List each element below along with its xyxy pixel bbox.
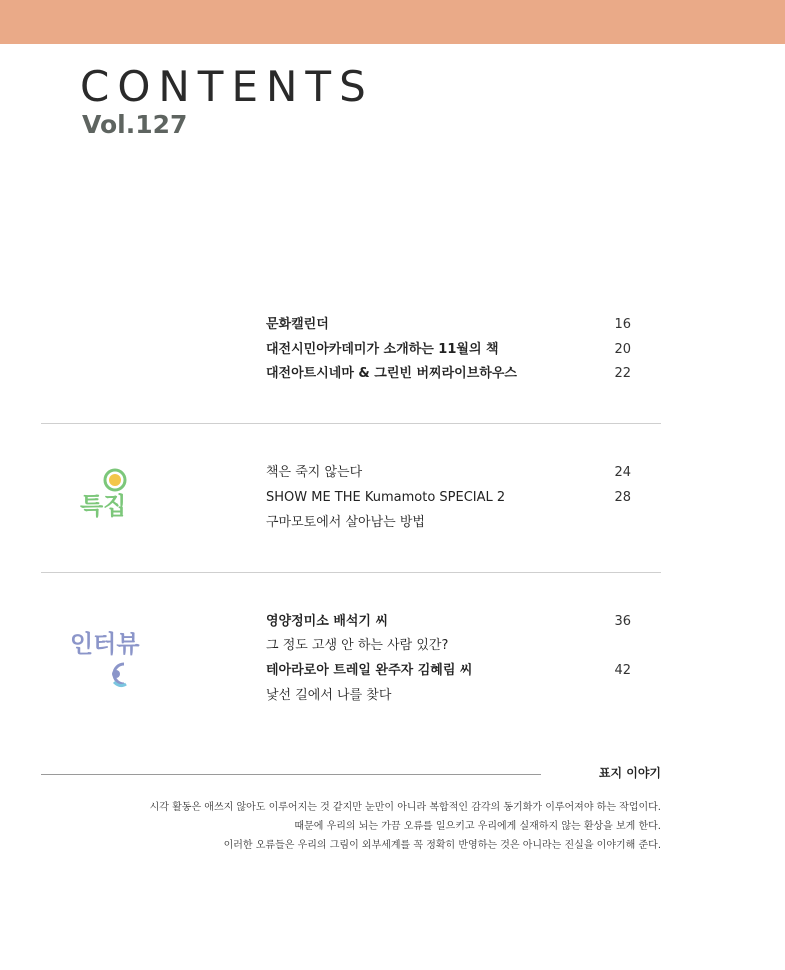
section-divider: [41, 572, 661, 573]
toc-entry-title[interactable]: 대전시민아카데미가 소개하는 11월의 책: [266, 342, 499, 357]
cover-story-divider: [41, 774, 541, 775]
toc-entry-title[interactable]: 대전아트시네마 & 그린빈 버찌라이브하우스: [266, 366, 517, 381]
interview-badge: [70, 632, 150, 694]
top-banner: [0, 0, 785, 44]
target-dot-icon: [80, 462, 140, 494]
cover-story-label: 표지 이야기: [598, 766, 661, 780]
feature-badge-label: 특집: [80, 492, 127, 520]
toc-entry-page: 42: [614, 663, 631, 678]
cover-story-text: 시각 활동은 애쓰지 않아도 이루어지는 것 같지만 눈만이 아니라 복합적인 감각의 동기화가 이루어져야 하는 작업이다.: [149, 802, 661, 813]
toc-entry-subtitle: 그 정도 고생 안 하는 사람 있간?: [266, 638, 449, 653]
feature-badge: [80, 462, 140, 532]
page-title: CONTENTS: [80, 62, 374, 111]
section-divider: [41, 423, 661, 424]
toc-entry-page: 36: [614, 614, 631, 629]
toc-entry-page: 24: [614, 465, 631, 480]
cover-story-text: 때문에 우리의 뇌는 가끔 오류를 일으키고 우리에게 실재하지 않는 환상을 보게 한다.: [294, 821, 661, 832]
toc-entry-page: 20: [614, 342, 631, 357]
interview-badge-label: 인터뷰: [70, 630, 140, 658]
toc-entry-subtitle: 구마모토에서 살아남는 방법: [266, 515, 425, 530]
toc-entry-title[interactable]: 영양정미소 배석기 씨: [266, 614, 389, 629]
toc-entry-title[interactable]: 테아라로아 트레일 완주자 김혜림 씨: [266, 663, 473, 678]
cover-story-text: 이러한 오류들은 우리의 그림이 외부세계를 꼭 정확히 반영하는 것은 아니라는 진실을 이야기해 준다.: [223, 840, 661, 851]
toc-entry-title[interactable]: 책은 죽지 않는다: [266, 465, 363, 480]
toc-entry-title[interactable]: SHOW ME THE Kumamoto SPECIAL 2: [266, 490, 506, 505]
swirl-dot-icon: [100, 660, 140, 690]
toc-entry-title[interactable]: 문화캘린더: [266, 317, 329, 332]
volume-number: Vol.127: [82, 110, 188, 139]
toc-entry-page: 16: [614, 317, 631, 332]
toc-entry-page: 28: [614, 490, 631, 505]
toc-entry-subtitle: 낯선 길에서 나를 찾다: [266, 688, 392, 703]
toc-entry-page: 22: [614, 366, 631, 381]
